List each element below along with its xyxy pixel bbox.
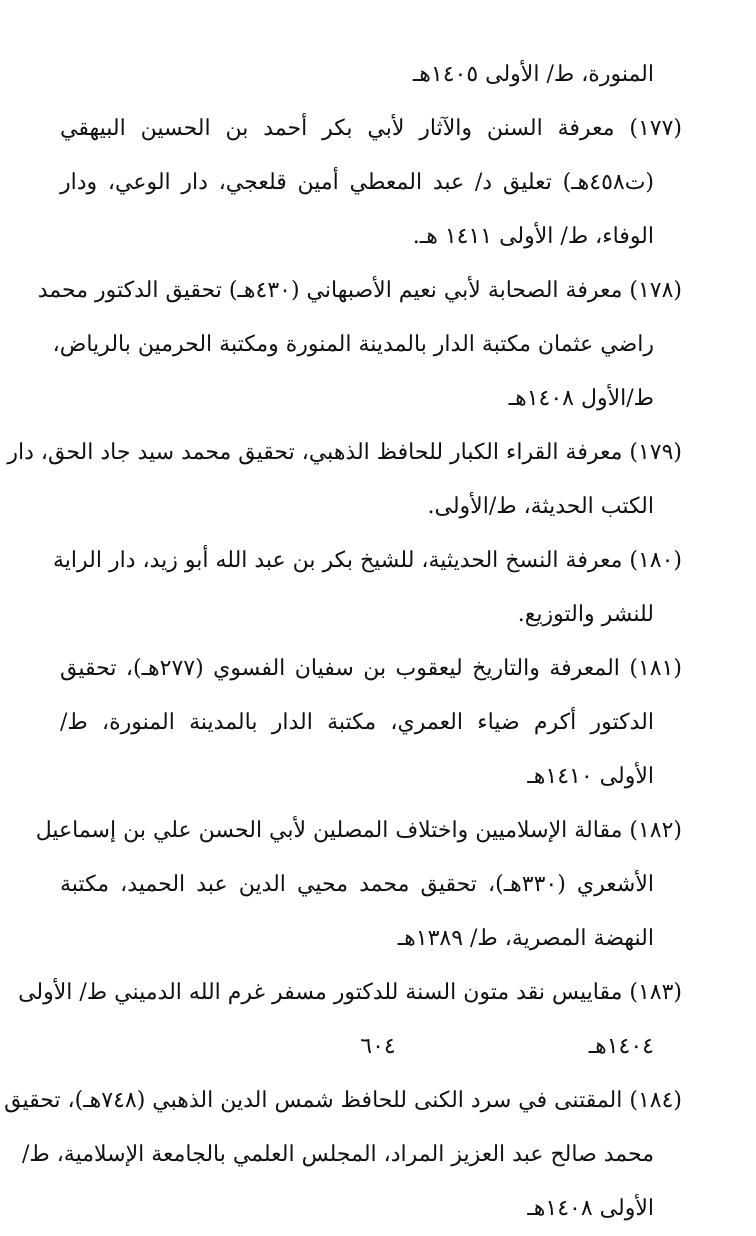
entry-line: (١٧٨) معرفة الصحابة لأبي نعيم الأصبهاني (٤٣٠هـ) تحقيق الدكتور محمد — [37, 278, 682, 303]
entry-line: المنورة، ط/ الأولى ١٤٠٥هـ — [412, 62, 654, 87]
reference-entry-177 — [60, 102, 682, 264]
entry-line: الكتب الحديثة، ط/الأولى. — [427, 494, 654, 519]
reference-entry-180 — [53, 534, 682, 642]
entry-line: الأشعري (٣٣٠هـ)، تحقيق محمد محيي الدين عبد الحميد، مكتبة — [60, 872, 654, 897]
reference-entry-184 — [4, 1074, 682, 1236]
entry-line: (١٨٠) معرفة النسخ الحديثية، للشيخ بكر بن عبد الله أبو زيد، دار الراية — [53, 548, 682, 573]
entry-line: الدكتور أكرم ضياء العمري، مكتبة الدار بالمدينة المنورة، ط/ — [60, 710, 654, 735]
reference-entry-178 — [37, 264, 682, 426]
reference-entry-continuation — [60, 48, 682, 102]
reference-entry-179 — [7, 426, 682, 534]
entry-line: (١٨٣) مقاييس نقد متون السنة للدكتور مسفر غرم الله الدميني ط/ الأولى — [18, 980, 682, 1005]
entry-line: (١٧٧) معرفة السنن والآثار لأبي بكر أحمد بن الحسين البيهقي — [60, 116, 682, 141]
entry-line: (ت٤٥٨هـ) تعليق د/ عبد المعطي أمين قلعجي، دار الوعي، ودار — [60, 170, 654, 195]
entry-line: (١٨٤) المقتنى في سرد الكنى للحافظ شمس الدين الذهبي (٧٤٨هـ)، تحقيق — [4, 1088, 682, 1113]
entry-line: الأولى ١٤٠٨هـ — [527, 1196, 654, 1221]
entry-line: الوفاء، ط/ الأولى ١٤١١ هـ. — [412, 224, 654, 249]
entry-line: الأولى ١٤١٠هـ — [527, 764, 654, 789]
page-number: ٦٠٤ — [360, 1034, 396, 1059]
entry-line: (١٧٩) معرفة القراء الكبار للحافظ الذهبي، تحقيق محمد سيد جاد الحق، دار — [7, 440, 682, 465]
entry-line: محمد صالح عبد العزيز المراد، المجلس العلمي بالجامعة الإسلامية، ط/ — [21, 1142, 654, 1167]
entry-line: (١٨١) المعرفة والتاريخ ليعقوب بن سفيان الفسوي (٢٧٧هـ)، تحقيق — [60, 656, 682, 681]
entry-line: للنشر والتوزيع. — [517, 602, 654, 627]
entry-line: (١٨٢) مقالة الإسلاميين واختلاف المصلين لأبي الحسن علي بن إسماعيل — [35, 818, 682, 843]
entry-line: النهضة المصرية، ط/ ١٣٨٩هـ — [397, 926, 654, 951]
entry-line: ١٤٠٤هـ — [588, 1034, 654, 1059]
reference-entry-182 — [35, 804, 682, 966]
entry-line: ط/الأول ١٤٠٨هـ — [508, 386, 654, 411]
reference-entry-181 — [60, 642, 682, 804]
entry-line: راضي عثمان مكتبة الدار بالمدينة المنورة ومكتبة الحرمين بالرياض، — [52, 332, 654, 357]
